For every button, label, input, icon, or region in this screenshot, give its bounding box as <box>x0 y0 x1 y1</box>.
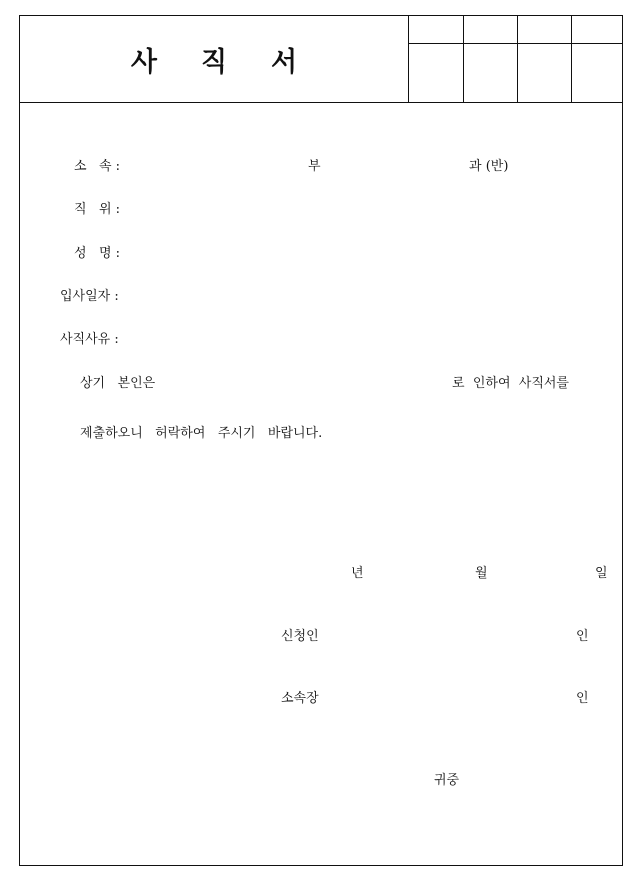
document-title <box>20 16 408 102</box>
applicant-label: 신청인 <box>281 629 319 644</box>
date-year-label: 년 <box>351 566 364 581</box>
title-char-2: 직 <box>200 46 228 78</box>
supervisor-seal: 인 <box>576 691 589 706</box>
approval-stamp-grid <box>408 16 623 102</box>
title-char-3: 서 <box>271 46 298 78</box>
position-label: 직 위 : <box>74 202 121 217</box>
department-suffix: 부 <box>308 159 321 174</box>
statement-line2: 제출하오니 허락하여 주시기 바랍니다. <box>80 426 323 441</box>
statement-line1-end: 로 인하여 사직서를 <box>452 376 569 391</box>
recipient-honorific: 귀중 <box>434 773 460 788</box>
title-char-1: 사 <box>130 46 157 78</box>
applicant-seal: 인 <box>576 629 589 644</box>
date-month-label: 월 <box>475 566 488 581</box>
approval-stamp-cell-2[interactable] <box>464 44 517 102</box>
statement-line1-start: 상기 본인은 <box>80 376 156 391</box>
supervisor-label: 소속장 <box>281 691 319 706</box>
form-header <box>20 16 622 103</box>
approval-stamp-cell-4[interactable] <box>572 44 623 102</box>
resignation-form <box>19 15 623 866</box>
approval-stamp-cell-3[interactable] <box>518 44 571 102</box>
reason-label: 사직사유 : <box>60 332 119 347</box>
name-label: 성 명 : <box>74 246 121 261</box>
join-date-label: 입사일자 : <box>60 289 119 304</box>
date-day-label: 일 <box>595 566 608 581</box>
affiliation-label: 소 속 : <box>74 159 121 174</box>
section-suffix: 과 (반) <box>469 159 509 174</box>
approval-stamp-cell-1[interactable] <box>409 44 463 102</box>
